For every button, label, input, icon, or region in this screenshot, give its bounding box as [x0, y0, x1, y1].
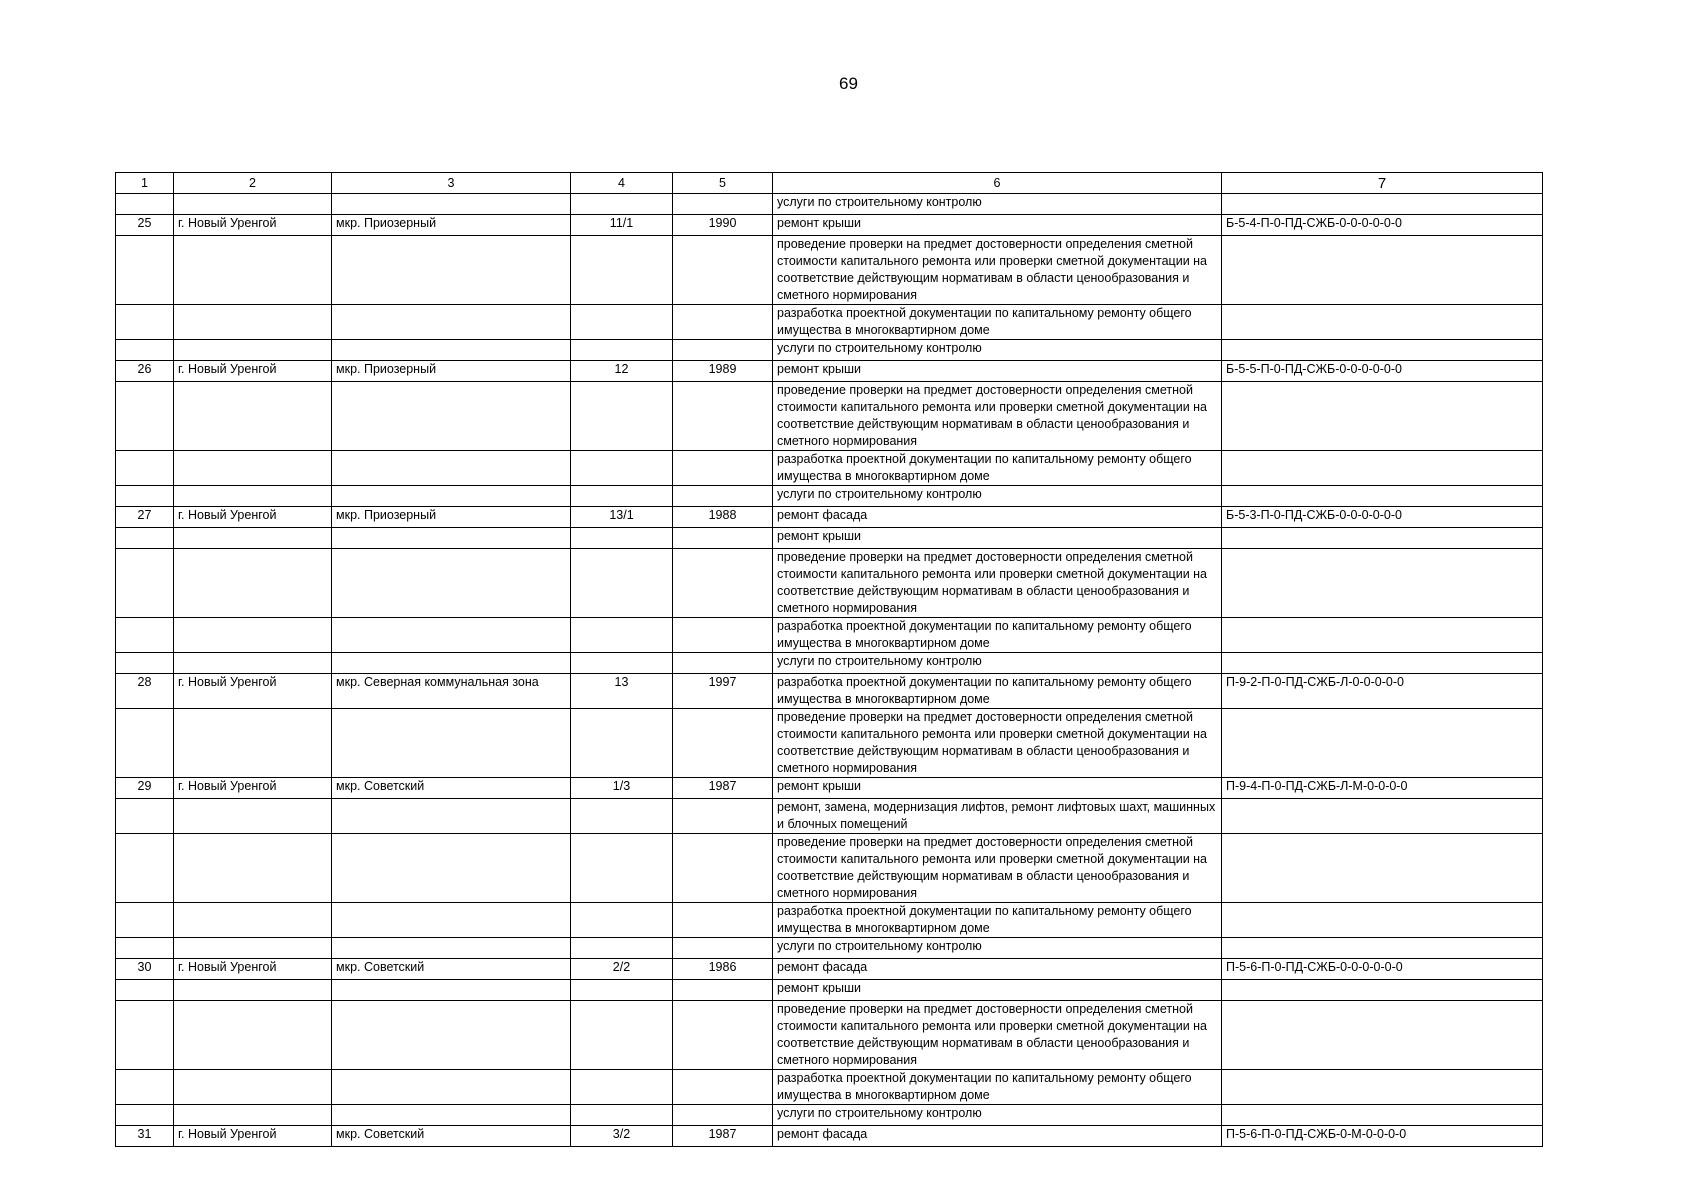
house-number-cell: 3/2	[571, 1126, 673, 1147]
house-code-cell	[1222, 486, 1543, 507]
house-code-cell	[1222, 980, 1543, 1001]
house-code-cell: Б-5-3-П-0-ПД-СЖБ-0-0-0-0-0-0	[1222, 507, 1543, 528]
year-cell: 1986	[673, 959, 773, 980]
work-type-cell: услуги по строительному контролю	[773, 653, 1222, 674]
work-type-cell: проведение проверки на предмет достоверности определения сметной стоимости капитального ремонта или проверки сметной документации на соответствие действующим нормативам в области ценообразования и сметного нормирования	[773, 834, 1222, 903]
house-code-cell	[1222, 340, 1543, 361]
row-number-cell	[116, 799, 174, 834]
work-type-cell: услуги по строительному контролю	[773, 194, 1222, 215]
work-type-cell: ремонт крыши	[773, 361, 1222, 382]
table-row	[116, 486, 1543, 507]
year-cell	[673, 451, 773, 486]
year-cell	[673, 194, 773, 215]
house-code-cell	[1222, 799, 1543, 834]
year-cell	[673, 236, 773, 305]
city-cell	[174, 528, 332, 549]
row-number-cell	[116, 834, 174, 903]
city-cell	[174, 980, 332, 1001]
house-number-cell: 13/1	[571, 507, 673, 528]
row-number-cell: 26	[116, 361, 174, 382]
row-number-cell	[116, 1070, 174, 1105]
city-cell: г. Новый Уренгой	[174, 778, 332, 799]
city-cell	[174, 653, 332, 674]
house-number-cell: 13	[571, 674, 673, 709]
work-type-cell: проведение проверки на предмет достоверности определения сметной стоимости капитального ремонта или проверки сметной документации на соответствие действующим нормативам в области ценообразования и сметного нормирования	[773, 709, 1222, 778]
house-code-cell: Б-5-4-П-0-ПД-СЖБ-0-0-0-0-0-0	[1222, 215, 1543, 236]
house-number-cell	[571, 305, 673, 340]
work-type-cell: разработка проектной документации по капитальному ремонту общего имущества в многоквартирном доме	[773, 674, 1222, 709]
year-cell	[673, 305, 773, 340]
house-number-cell	[571, 903, 673, 938]
city-cell	[174, 709, 332, 778]
house-number-cell	[571, 1001, 673, 1070]
district-cell	[332, 903, 571, 938]
district-cell: мкр. Приозерный	[332, 215, 571, 236]
house-number-cell	[571, 236, 673, 305]
row-number-cell: 28	[116, 674, 174, 709]
house-number-cell: 2/2	[571, 959, 673, 980]
row-number-cell: 25	[116, 215, 174, 236]
row-number-cell: 29	[116, 778, 174, 799]
table-row	[116, 938, 1543, 959]
house-number-cell	[571, 382, 673, 451]
city-cell	[174, 486, 332, 507]
work-type-cell: проведение проверки на предмет достоверности определения сметной стоимости капитального ремонта или проверки сметной документации на соответствие действующим нормативам в области ценообразования и сметного нормирования	[773, 236, 1222, 305]
district-cell	[332, 618, 571, 653]
table-row	[116, 507, 1543, 528]
house-code-cell: П-5-6-П-0-ПД-СЖБ-0-0-0-0-0-0	[1222, 959, 1543, 980]
table-row	[116, 1070, 1543, 1105]
city-cell	[174, 382, 332, 451]
row-number-cell	[116, 1105, 174, 1126]
house-code-cell	[1222, 549, 1543, 618]
house-number-cell	[571, 938, 673, 959]
house-number-cell	[571, 486, 673, 507]
work-type-cell: разработка проектной документации по капитальному ремонту общего имущества в многоквартирном доме	[773, 1070, 1222, 1105]
district-cell	[332, 653, 571, 674]
row-number-cell: 27	[116, 507, 174, 528]
work-type-cell: разработка проектной документации по капитальному ремонту общего имущества в многоквартирном доме	[773, 903, 1222, 938]
city-cell: г. Новый Уренгой	[174, 215, 332, 236]
column-number-row	[116, 173, 1543, 194]
house-code-cell	[1222, 618, 1543, 653]
city-cell	[174, 938, 332, 959]
house-number-cell	[571, 1070, 673, 1105]
house-code-cell	[1222, 653, 1543, 674]
district-cell: мкр. Советский	[332, 1126, 571, 1147]
city-cell	[174, 340, 332, 361]
work-type-cell: разработка проектной документации по капитальному ремонту общего имущества в многоквартирном доме	[773, 305, 1222, 340]
year-cell	[673, 1105, 773, 1126]
row-number-cell	[116, 709, 174, 778]
work-type-cell: проведение проверки на предмет достоверности определения сметной стоимости капитального ремонта или проверки сметной документации на соответствие действующим нормативам в области ценообразования и сметного нормирования	[773, 382, 1222, 451]
district-cell	[332, 305, 571, 340]
district-cell	[332, 938, 571, 959]
district-cell	[332, 528, 571, 549]
city-cell	[174, 834, 332, 903]
work-type-cell: услуги по строительному контролю	[773, 1105, 1222, 1126]
year-cell	[673, 653, 773, 674]
district-cell: мкр. Советский	[332, 778, 571, 799]
year-cell	[673, 549, 773, 618]
district-cell	[332, 1070, 571, 1105]
house-number-cell: 1/3	[571, 778, 673, 799]
work-type-cell: ремонт фасада	[773, 1126, 1222, 1147]
house-code-cell	[1222, 834, 1543, 903]
district-cell	[332, 451, 571, 486]
column-number: 5	[673, 173, 773, 194]
table-row	[116, 382, 1543, 451]
work-type-cell: ремонт фасада	[773, 507, 1222, 528]
row-number-cell	[116, 305, 174, 340]
house-number-cell	[571, 799, 673, 834]
district-cell	[332, 194, 571, 215]
row-number-cell	[116, 194, 174, 215]
table-row	[116, 1001, 1543, 1070]
year-cell: 1989	[673, 361, 773, 382]
year-cell	[673, 1070, 773, 1105]
district-cell	[332, 799, 571, 834]
work-type-cell: услуги по строительному контролю	[773, 938, 1222, 959]
column-number: 2	[174, 173, 332, 194]
house-number-cell: 12	[571, 361, 673, 382]
house-code-cell	[1222, 194, 1543, 215]
table-row	[116, 340, 1543, 361]
district-cell	[332, 549, 571, 618]
city-cell	[174, 305, 332, 340]
row-number-cell: 30	[116, 959, 174, 980]
column-number: 3	[332, 173, 571, 194]
table-row	[116, 980, 1543, 1001]
district-cell: мкр. Советский	[332, 959, 571, 980]
house-number-cell	[571, 1105, 673, 1126]
year-cell: 1988	[673, 507, 773, 528]
city-cell	[174, 1105, 332, 1126]
row-number-cell	[116, 980, 174, 1001]
house-code-cell	[1222, 236, 1543, 305]
work-type-cell: ремонт, замена, модернизация лифтов, ремонт лифтовых шахт, машинных и блочных помещений	[773, 799, 1222, 834]
work-type-cell: разработка проектной документации по капитальному ремонту общего имущества в многоквартирном доме	[773, 618, 1222, 653]
house-code-cell: П-5-6-П-0-ПД-СЖБ-0-М-0-0-0-0	[1222, 1126, 1543, 1147]
table-row	[116, 834, 1543, 903]
district-cell	[332, 1001, 571, 1070]
year-cell	[673, 382, 773, 451]
city-cell	[174, 1001, 332, 1070]
city-cell: г. Новый Уренгой	[174, 507, 332, 528]
year-cell	[673, 834, 773, 903]
city-cell	[174, 194, 332, 215]
house-number-cell	[571, 194, 673, 215]
work-type-cell: разработка проектной документации по капитальному ремонту общего имущества в многоквартирном доме	[773, 451, 1222, 486]
table-row	[116, 549, 1543, 618]
column-number: 6	[773, 173, 1222, 194]
city-cell	[174, 236, 332, 305]
row-number-cell	[116, 486, 174, 507]
table-row	[116, 215, 1543, 236]
work-type-cell: проведение проверки на предмет достоверности определения сметной стоимости капитального ремонта или проверки сметной документации на соответствие действующим нормативам в области ценообразования и сметного нормирования	[773, 1001, 1222, 1070]
district-cell: мкр. Северная коммунальная зона	[332, 674, 571, 709]
house-code-cell	[1222, 709, 1543, 778]
work-type-cell: ремонт фасада	[773, 959, 1222, 980]
table-row	[116, 1126, 1543, 1147]
work-type-cell: ремонт крыши	[773, 215, 1222, 236]
row-number-cell: 31	[116, 1126, 174, 1147]
house-code-cell	[1222, 1105, 1543, 1126]
work-type-cell: ремонт крыши	[773, 980, 1222, 1001]
house-number-cell	[571, 340, 673, 361]
row-number-cell	[116, 236, 174, 305]
column-number: 4	[571, 173, 673, 194]
table-row	[116, 305, 1543, 340]
house-number-cell	[571, 980, 673, 1001]
district-cell: мкр. Приозерный	[332, 507, 571, 528]
city-cell: г. Новый Уренгой	[174, 674, 332, 709]
year-cell	[673, 799, 773, 834]
row-number-cell	[116, 653, 174, 674]
row-number-cell	[116, 903, 174, 938]
row-number-cell	[116, 618, 174, 653]
city-cell	[174, 451, 332, 486]
table-row	[116, 451, 1543, 486]
district-cell	[332, 834, 571, 903]
table-row	[116, 674, 1543, 709]
year-cell: 1987	[673, 778, 773, 799]
row-number-cell	[116, 382, 174, 451]
column-number: 7	[1222, 173, 1543, 194]
house-number-cell	[571, 709, 673, 778]
year-cell	[673, 980, 773, 1001]
table-row	[116, 361, 1543, 382]
city-cell: г. Новый Уренгой	[174, 959, 332, 980]
table-row	[116, 236, 1543, 305]
work-type-cell: ремонт крыши	[773, 778, 1222, 799]
year-cell	[673, 486, 773, 507]
city-cell: г. Новый Уренгой	[174, 361, 332, 382]
table-row	[116, 903, 1543, 938]
city-cell	[174, 618, 332, 653]
house-code-cell	[1222, 528, 1543, 549]
district-cell	[332, 980, 571, 1001]
work-type-cell: ремонт крыши	[773, 528, 1222, 549]
house-code-cell: Б-5-5-П-0-ПД-СЖБ-0-0-0-0-0-0	[1222, 361, 1543, 382]
row-number-cell	[116, 1001, 174, 1070]
house-code-cell	[1222, 1070, 1543, 1105]
house-code-cell: П-9-4-П-0-ПД-СЖБ-Л-М-0-0-0-0	[1222, 778, 1543, 799]
district-cell	[332, 340, 571, 361]
house-code-cell	[1222, 1001, 1543, 1070]
table-row	[116, 778, 1543, 799]
year-cell	[673, 618, 773, 653]
table-row	[116, 1105, 1543, 1126]
house-code-cell	[1222, 305, 1543, 340]
district-cell: мкр. Приозерный	[332, 361, 571, 382]
year-cell	[673, 709, 773, 778]
works-table	[115, 172, 1543, 1147]
city-cell	[174, 1070, 332, 1105]
table-row	[116, 194, 1543, 215]
year-cell: 1987	[673, 1126, 773, 1147]
table-row	[116, 959, 1543, 980]
row-number-cell	[116, 549, 174, 618]
house-number-cell	[571, 834, 673, 903]
work-type-cell: услуги по строительному контролю	[773, 340, 1222, 361]
work-type-cell: услуги по строительному контролю	[773, 486, 1222, 507]
year-cell	[673, 340, 773, 361]
house-number-cell	[571, 451, 673, 486]
year-cell	[673, 938, 773, 959]
table-row	[116, 618, 1543, 653]
house-number-cell	[571, 653, 673, 674]
district-cell	[332, 382, 571, 451]
city-cell	[174, 799, 332, 834]
district-cell	[332, 1105, 571, 1126]
house-code-cell	[1222, 451, 1543, 486]
year-cell	[673, 528, 773, 549]
year-cell	[673, 903, 773, 938]
city-cell	[174, 549, 332, 618]
table-row	[116, 653, 1543, 674]
work-type-cell: проведение проверки на предмет достоверности определения сметной стоимости капитального ремонта или проверки сметной документации на соответствие действующим нормативам в области ценообразования и сметного нормирования	[773, 549, 1222, 618]
year-cell	[673, 1001, 773, 1070]
page-number: 69	[839, 74, 858, 93]
house-code-cell	[1222, 903, 1543, 938]
city-cell	[174, 903, 332, 938]
year-cell: 1997	[673, 674, 773, 709]
house-number-cell: 11/1	[571, 215, 673, 236]
house-number-cell	[571, 618, 673, 653]
house-code-cell: П-9-2-П-0-ПД-СЖБ-Л-0-0-0-0-0	[1222, 674, 1543, 709]
row-number-cell	[116, 340, 174, 361]
district-cell	[332, 709, 571, 778]
table-row	[116, 709, 1543, 778]
row-number-cell	[116, 938, 174, 959]
column-number: 1	[116, 173, 174, 194]
row-number-cell	[116, 528, 174, 549]
house-code-cell	[1222, 938, 1543, 959]
year-cell: 1990	[673, 215, 773, 236]
city-cell: г. Новый Уренгой	[174, 1126, 332, 1147]
house-number-cell	[571, 528, 673, 549]
district-cell	[332, 236, 571, 305]
house-code-cell	[1222, 382, 1543, 451]
table-row	[116, 528, 1543, 549]
row-number-cell	[116, 451, 174, 486]
house-number-cell	[571, 549, 673, 618]
table-row	[116, 799, 1543, 834]
district-cell	[332, 486, 571, 507]
